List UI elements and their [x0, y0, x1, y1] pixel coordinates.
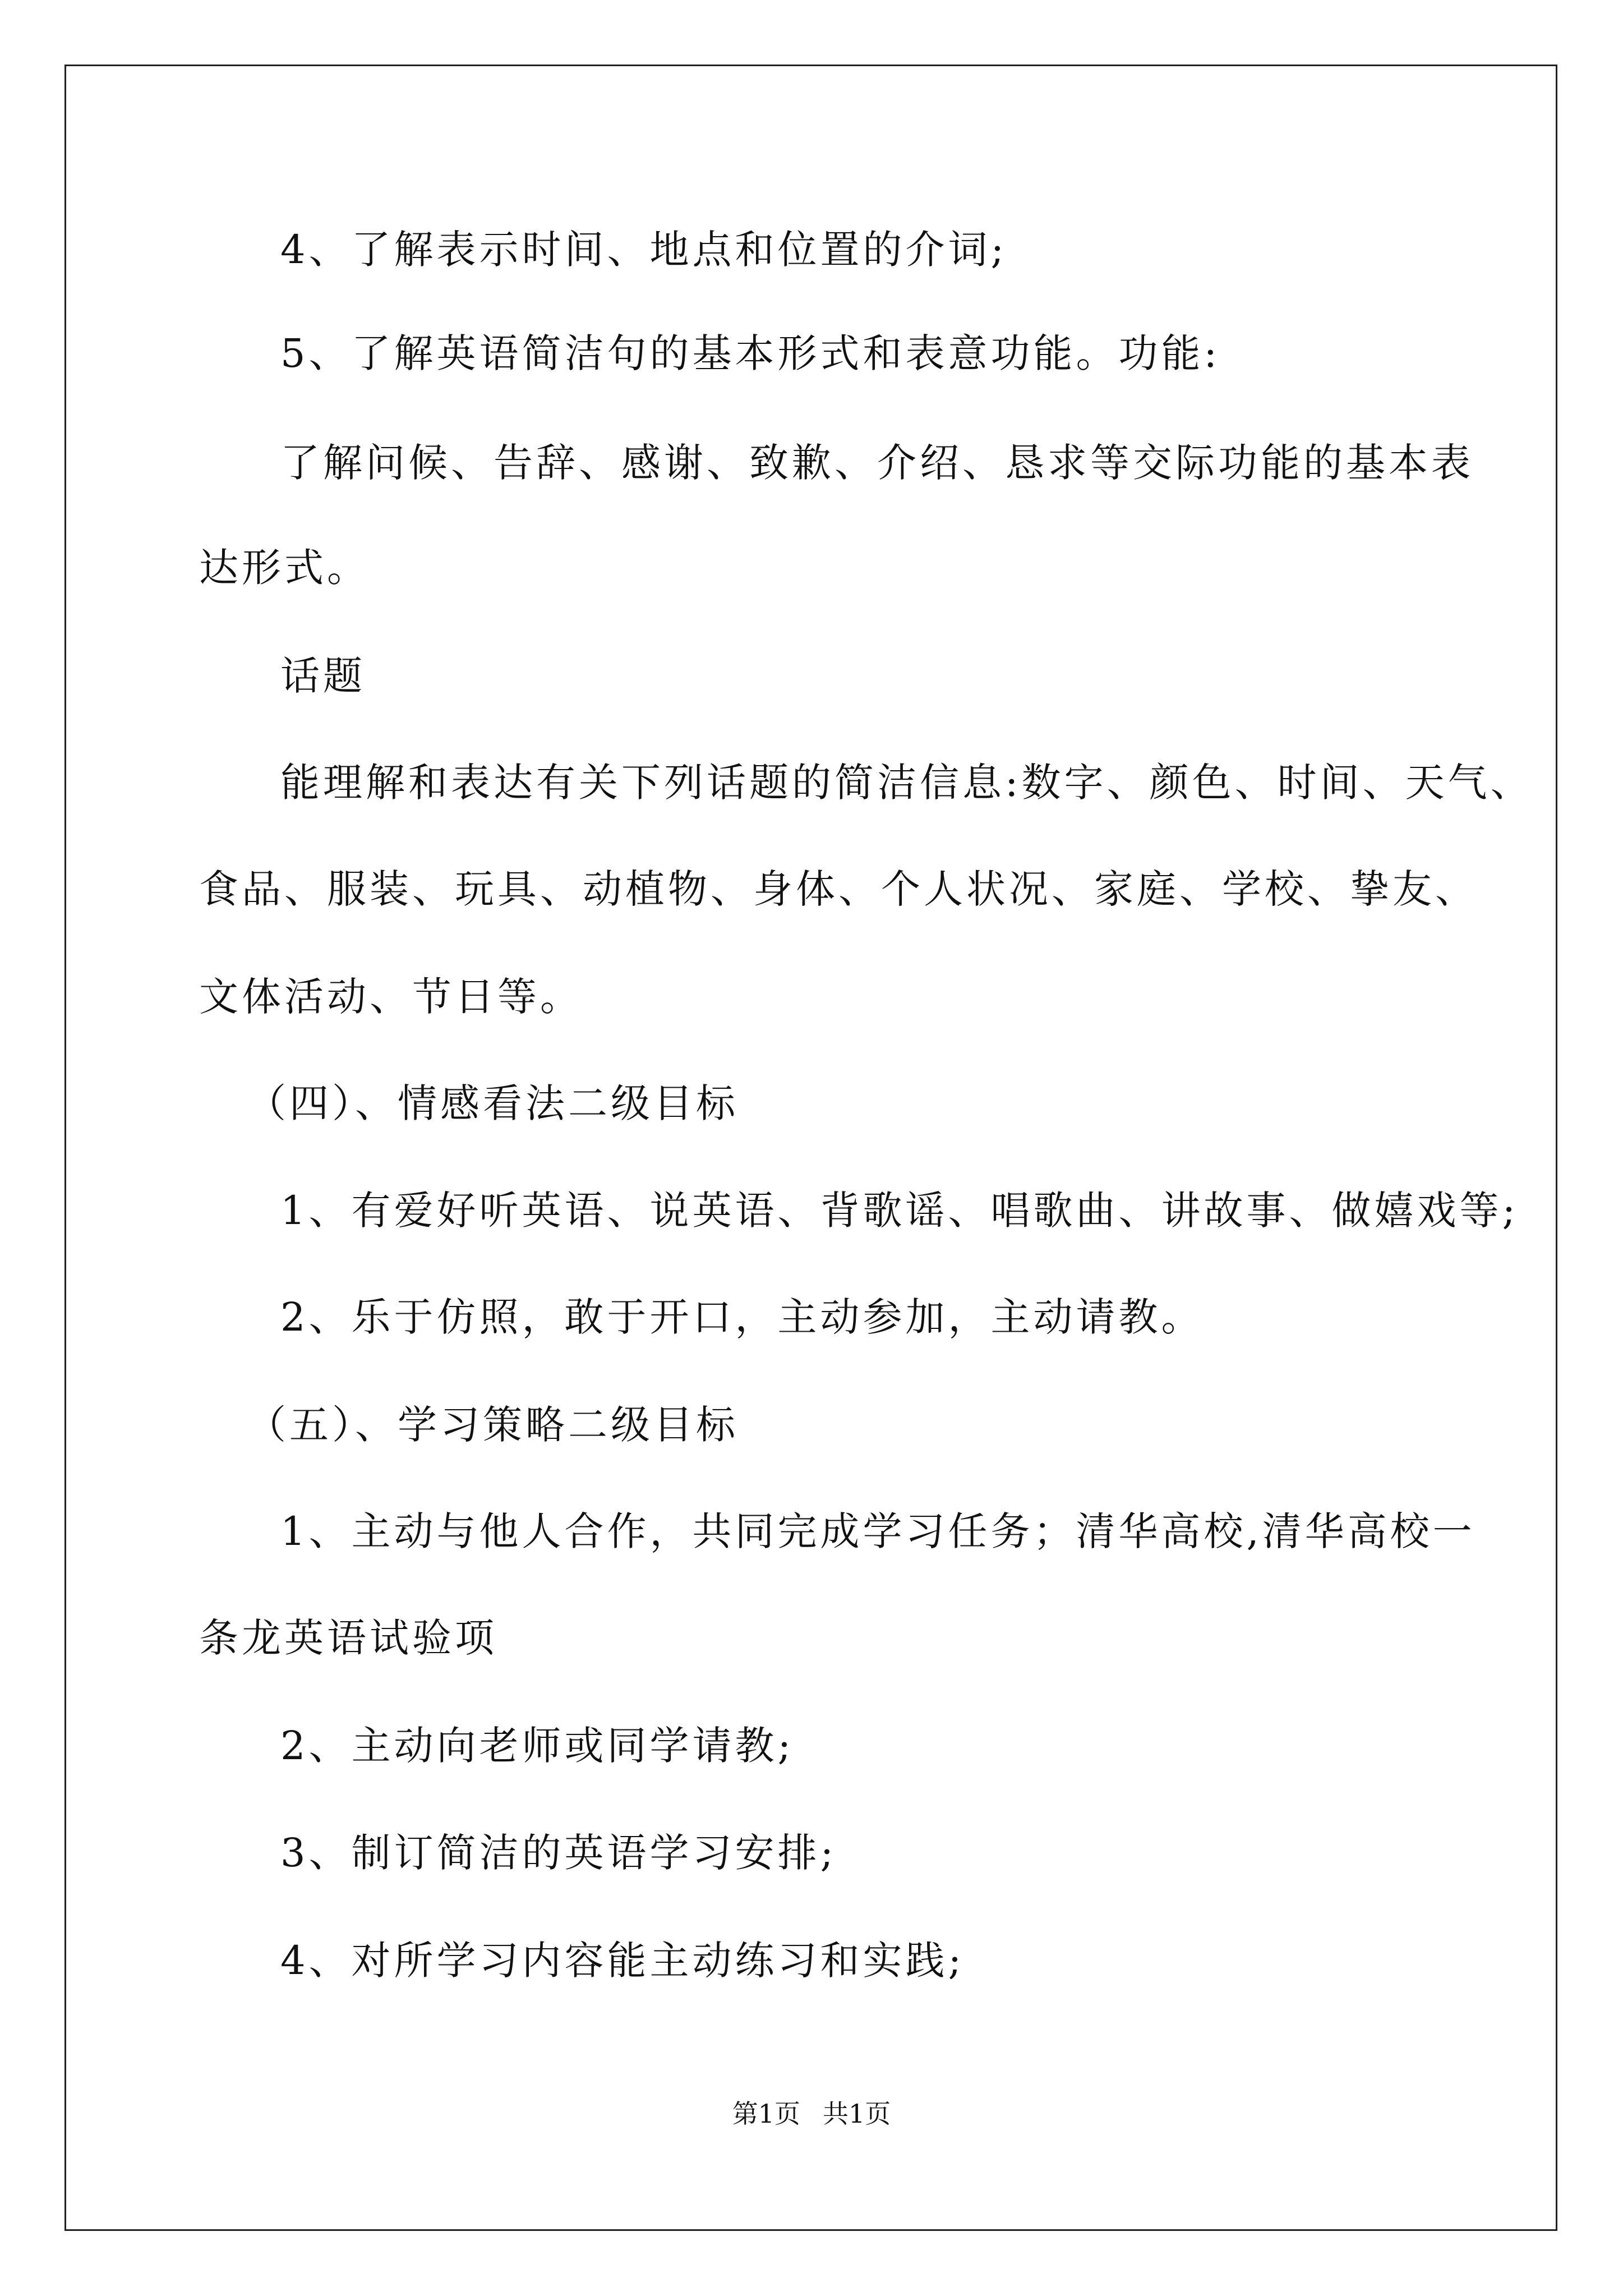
page-number: 第1页: [732, 2099, 800, 2129]
text-line: 4、对所学习内容能主动练习和实践;: [280, 1938, 965, 1984]
section-heading: 话题: [280, 653, 366, 699]
text-line: 1、主动与他人合作，共同完成学习任务；清华高校,清华高校一: [280, 1508, 1476, 1554]
text-line: 2、乐于仿照，敢于开口，主动参加，主动请教。: [280, 1294, 1204, 1340]
text-line: 达形式。: [199, 545, 370, 591]
text-line: 能理解和表达有关下列话题的简洁信息:数字、颜色、时间、天气、: [280, 760, 1533, 806]
section-heading: （五）、学习策略二级目标: [247, 1402, 739, 1448]
text-line: 4、了解表示时间、地点和位置的介词;: [280, 227, 1008, 273]
page-border: [64, 65, 1557, 2231]
text-line: 1、有爱好听英语、说英语、背歌谣、唱歌曲、讲故事、做嬉戏等;: [280, 1188, 1519, 1234]
text-line: 了解问候、告辞、感谢、致歉、介绍、恳求等交际功能的基本表: [280, 440, 1474, 486]
text-line: 食品、服装、玩具、动植物、身体、个人状况、家庭、学校、挚友、: [199, 866, 1478, 912]
section-heading: （四）、情感看法二级目标: [247, 1080, 739, 1126]
text-line: 文体活动、节日等。: [199, 974, 583, 1020]
page-footer: [0, 2097, 1623, 2131]
text-line: 5、了解英语简洁句的基本形式和表意功能。功能:: [280, 330, 1221, 376]
text-line: 2、主动向老师或同学请教;: [280, 1723, 795, 1769]
text-line: 3、制订简洁的英语学习安排;: [280, 1830, 837, 1876]
text-line: 条龙英语试验项: [199, 1615, 497, 1661]
page-total: 共1页: [823, 2099, 891, 2129]
